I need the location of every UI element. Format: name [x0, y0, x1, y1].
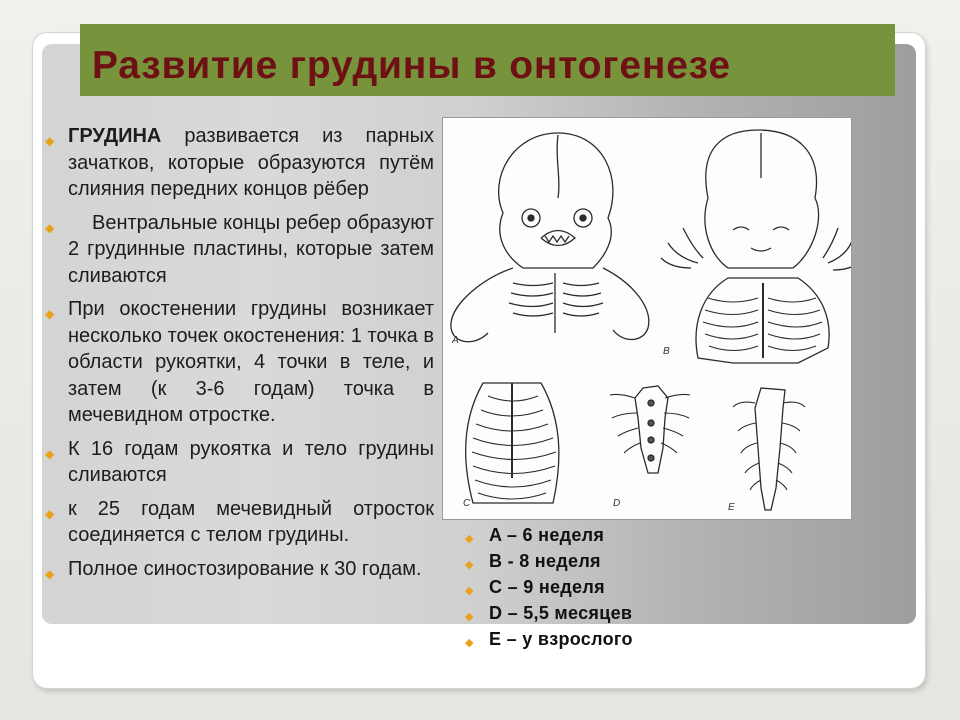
figure-legend [465, 522, 785, 652]
embryo-6-week-drawing [451, 133, 649, 342]
bullet-item [45, 436, 434, 489]
bullet-item [45, 556, 434, 583]
panel-letter: C [463, 498, 471, 509]
panel-letter: E [728, 502, 735, 513]
diamond-bullet-icon: ◆ [465, 559, 474, 571]
bullet-text: Вентральные концы ребер образуют 2 грудинные пластины, которые затем сливаются [68, 211, 434, 287]
legend-item [465, 600, 785, 626]
sternum-adult-drawing [733, 388, 805, 510]
diamond-bullet-icon: ◆ [465, 637, 474, 649]
diamond-bullet-icon: ◆ [465, 585, 474, 597]
thoracic-cage-drawing [466, 383, 559, 503]
bullet-lead-term: ГРУДИНА [68, 125, 162, 147]
bullet-item [45, 210, 434, 290]
legend-label: E – у взрослого [489, 629, 633, 649]
bullet-item [45, 496, 434, 549]
diamond-bullet-icon: ◆ [465, 611, 474, 623]
panel-letter: B [663, 346, 670, 357]
bullet-text: к 25 годам мечевидный отросток соединяется с телом грудины. [68, 497, 434, 546]
diamond-bullet-icon: ◆ [465, 533, 474, 545]
panel-letter: A [452, 335, 459, 346]
slide-title: Развитие грудины в онтогенезе [92, 44, 731, 87]
diamond-bullet-icon: ◆ [45, 134, 55, 148]
legend-label: C – 9 неделя [489, 577, 605, 597]
bullet-text: При окостенении грудины возникает несколько точек окостенения: 1 точка в области рукоятки, 4 точки в теле, и затем (к 3-6 годам) точка в мечевидном отростке. [68, 298, 434, 426]
legend-item [465, 626, 785, 652]
diamond-bullet-icon: ◆ [45, 506, 55, 521]
legend-label: B - 8 неделя [489, 551, 601, 571]
bullet-text: развивается из парных зачатков, которые образуются путём слияния передних концов рёбер [68, 125, 434, 200]
bullet-text: К 16 годам рукоятка и тело грудины сливаются [68, 437, 434, 486]
sternum-fetal-drawing [610, 386, 690, 473]
diamond-bullet-icon: ◆ [45, 307, 55, 321]
bullet-list [45, 123, 434, 589]
bullet-text: Полное синостозирование к 30 годам. [68, 557, 422, 580]
legend-item [465, 574, 785, 600]
legend-label: A – 6 неделя [489, 525, 605, 545]
bullet-item [45, 296, 434, 429]
embryo-8-week-drawing [661, 130, 851, 363]
sternum-development-illustration [442, 117, 852, 520]
legend-label: D – 5,5 месяцев [489, 603, 633, 623]
diamond-bullet-icon: ◆ [45, 220, 55, 235]
diamond-bullet-icon: ◆ [45, 566, 55, 581]
panel-letter: D [613, 498, 621, 509]
legend-item [465, 548, 785, 574]
diamond-bullet-icon: ◆ [45, 446, 55, 461]
bullet-item [45, 123, 434, 203]
legend-item [465, 522, 785, 548]
